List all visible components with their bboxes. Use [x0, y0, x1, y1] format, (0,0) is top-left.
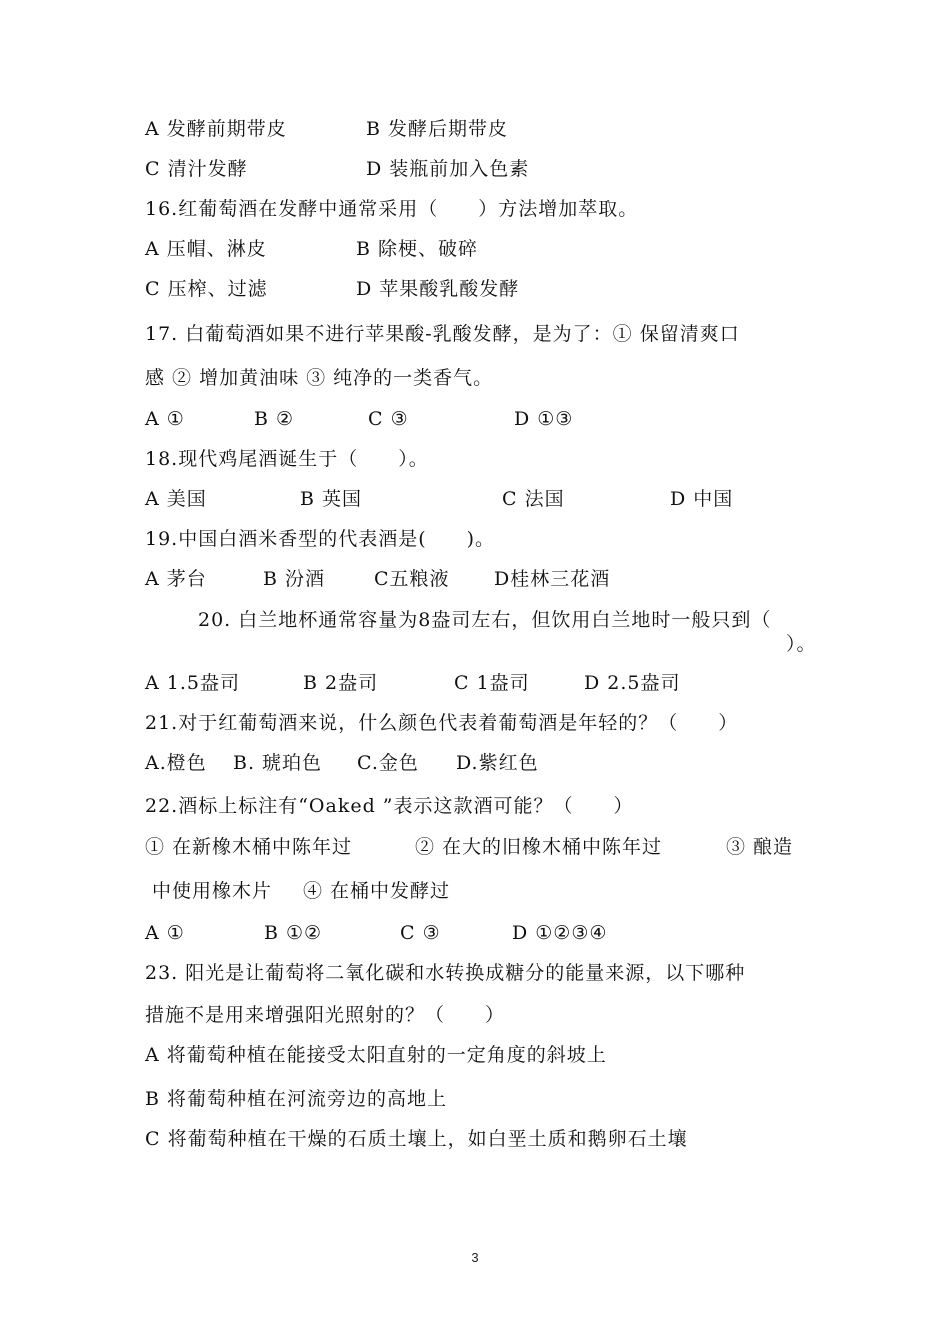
q16-stem: 16.红葡萄酒在发酵中通常采用（ ）方法增加萃取。 — [145, 198, 639, 220]
q22-item-3: ③ 酿造 — [726, 836, 794, 858]
q21-option-a: A.橙色 — [145, 752, 207, 774]
q20-option-d: D 2.5盎司 — [584, 672, 681, 694]
q17-option-d: D ①③ — [514, 408, 574, 430]
q23-option-b: B 将葡萄种植在河流旁边的高地上 — [145, 1088, 448, 1110]
q22-item-3-cont: 中使用橡木片 — [152, 880, 273, 902]
q17-stem-line-1: 17. 白葡萄酒如果不进行苹果酸-乳酸发酵，是为了：① 保留清爽口 — [145, 323, 740, 345]
q21-option-c: C.金色 — [357, 752, 419, 774]
q15-option-b: B 发酵后期带皮 — [366, 118, 509, 140]
q22-item-4: ④ 在桶中发酵过 — [303, 880, 451, 902]
q15-option-a: A 发酵前期带皮 — [145, 118, 287, 140]
q22-option-a: A ① — [145, 922, 185, 944]
q23-stem-line-1: 23. 阳光是让葡萄将二氧化碳和水转换成糖分的能量来源，以下哪种 — [145, 962, 746, 984]
q19-stem: 19.中国白酒米香型的代表酒是( )。 — [145, 528, 496, 550]
q22-stem: 22.酒标上标注有“Oaked ”表示这款酒可能？（ ） — [145, 795, 634, 817]
q21-stem: 21.对于红葡萄酒来说，什么颜色代表着葡萄酒是年轻的？（ ） — [145, 712, 739, 734]
q20-option-a: A 1.5盎司 — [145, 672, 240, 694]
q22-item-1: ① 在新橡木桶中陈年过 — [145, 836, 353, 858]
q20-stem-line-1: 20. 白兰地杯通常容量为8盎司左右，但饮用白兰地时一般只到（ — [198, 609, 772, 631]
q16-option-b: B 除梗、破碎 — [356, 238, 479, 260]
q15-option-d: D 装瓶前加入色素 — [366, 158, 530, 180]
q17-option-b: B ② — [254, 408, 295, 430]
q23-option-a: A 将葡萄种植在能接受太阳直射的一定角度的斜坡上 — [145, 1044, 607, 1066]
q18-option-a: A 美国 — [145, 488, 207, 510]
q16-option-d: D 苹果酸乳酸发酵 — [356, 278, 520, 300]
q21-option-b: B. 琥珀色 — [233, 752, 323, 774]
q18-stem: 18.现代鸡尾酒诞生于（ ）。 — [145, 448, 429, 470]
q20-stem-line-2: ）。 — [786, 633, 817, 655]
q19-option-b: B 汾酒 — [263, 568, 326, 590]
q22-option-d: D ①②③④ — [512, 922, 608, 944]
q22-item-2: ② 在大的旧橡木桶中陈年过 — [415, 836, 663, 858]
q20-option-b: B 2盎司 — [303, 672, 379, 694]
q19-option-c: C五粮液 — [374, 568, 450, 590]
q22-option-b: B ①② — [264, 922, 323, 944]
page-number: 3 — [471, 1250, 479, 1265]
q16-option-a: A 压帽、淋皮 — [145, 238, 267, 260]
q21-option-d: D.紫红色 — [456, 752, 539, 774]
q19-option-d: D桂林三花酒 — [494, 568, 611, 590]
q19-option-a: A 茅台 — [145, 568, 207, 590]
q16-option-c: C 压榨、过滤 — [145, 278, 268, 300]
q17-option-c: C ③ — [368, 408, 409, 430]
q18-option-d: D 中国 — [670, 488, 734, 510]
q22-option-c: C ③ — [400, 922, 441, 944]
q18-option-c: C 法国 — [502, 488, 565, 510]
q15-option-c: C 清汁发酵 — [145, 158, 248, 180]
q17-option-a: A ① — [145, 408, 185, 430]
q20-option-c: C 1盎司 — [454, 672, 530, 694]
q23-stem-line-2: 措施不是用来增强阳光照射的？（ ） — [145, 1004, 506, 1026]
q17-stem-line-2: 感 ② 增加黄油味 ③ 纯净的一类香气。 — [145, 367, 494, 389]
q18-option-b: B 英国 — [300, 488, 363, 510]
q23-option-c: C 将葡萄种植在干燥的石质土壤上，如白垩土质和鹅卵石土壤 — [145, 1128, 688, 1150]
